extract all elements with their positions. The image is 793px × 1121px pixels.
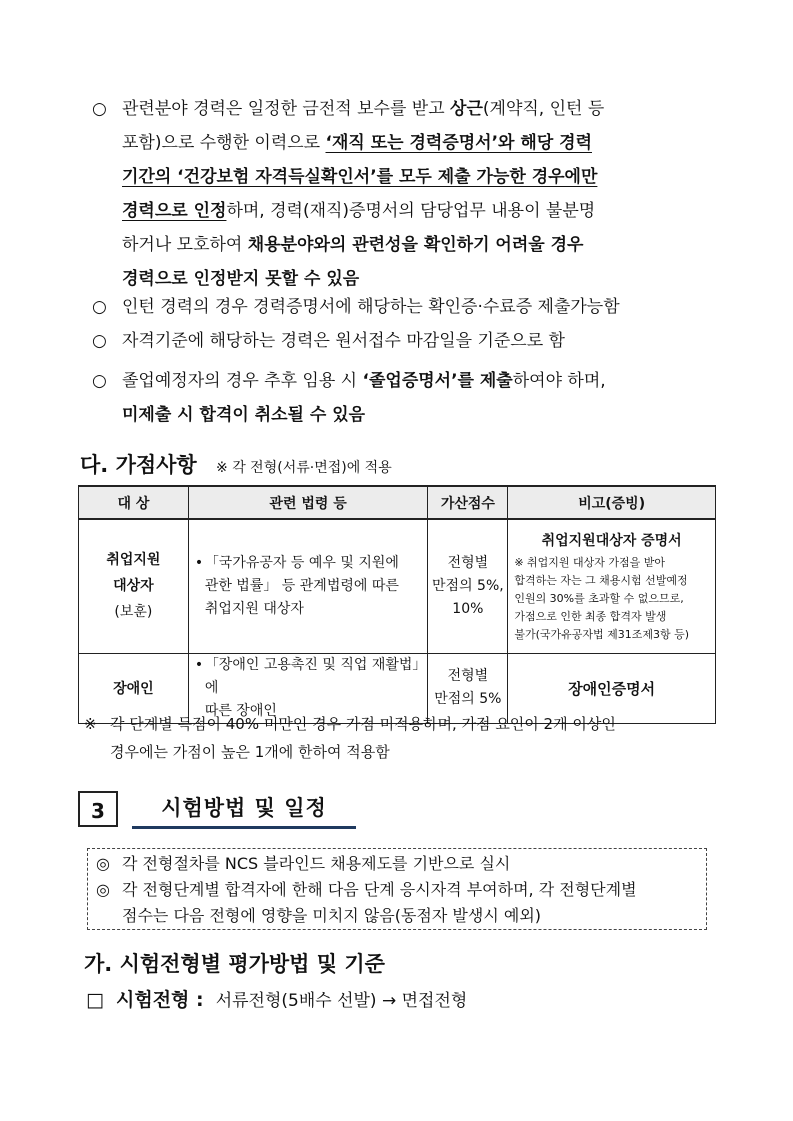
bullet-line [122, 398, 722, 432]
box-item [96, 877, 698, 929]
row2-target: 장애인 [79, 653, 189, 723]
circle-bullet-icon: ○ [92, 371, 107, 391]
footnote-line1: 각 단계별 득점이 40% 미만인 경우 가점 미적용하며, 가점 요인이 2개 이상인 [110, 715, 616, 733]
checkbox-square-icon: □ [86, 989, 104, 1011]
section-da-note: ※ 각 전형(서류·면접)에 적용 [216, 460, 392, 476]
row1-note [508, 519, 716, 653]
table-row [79, 519, 716, 653]
box-item1-text: 각 전형절차를 NCS 블라인드 채용제도를 기반으로 실시 [122, 854, 511, 873]
bold-text: 경력으로 인정 [122, 201, 227, 221]
row1-points [428, 519, 508, 653]
col-header-points: 가산점수 [428, 486, 508, 519]
row1-note-detail-5: 불가(국가유공자법 제31조제3항 등) [514, 628, 690, 642]
text-run: (계약직, 인턴 등 [482, 99, 605, 119]
row1-target-line2: 대상자 [113, 578, 154, 595]
text-run: 하거나 모호하여 [122, 235, 248, 255]
bullet-line [122, 324, 722, 358]
row1-law [188, 519, 428, 653]
bullet-line [122, 160, 722, 194]
text-run: 졸업예정자의 경우 추후 임용 시 [122, 371, 363, 391]
exam-info-box [87, 848, 707, 930]
exam-process-line [86, 985, 467, 1016]
row2-law-line2: 따른 장애인 [204, 702, 277, 719]
row1-points-line1: 전형별 [447, 554, 489, 571]
col-header-law: 관련 법령 등 [188, 486, 428, 519]
row1-note-detail-4: 가점으로 인한 최종 합격자 발생 [514, 610, 667, 624]
row2-note: 장애인증명서 [508, 653, 716, 723]
bullet-line [122, 364, 722, 398]
circle-bullet-icon: ○ [92, 297, 107, 317]
bullet-text [122, 92, 722, 296]
bold-text: 미제출 시 합격이 취소될 수 있음 [122, 405, 366, 425]
row1-note-title: 취업지원대상자 증명서 [541, 533, 682, 550]
table-footnote [84, 710, 724, 766]
text-run: 하며, 경력(재직)증명서의 담당업무 내용이 불분명 [226, 201, 596, 221]
row1-law-line3: 취업지원 대상자 [204, 600, 304, 617]
bullet-text [122, 364, 722, 432]
bonus-points-table [78, 485, 716, 724]
bullet-line [122, 92, 722, 126]
box-item [96, 851, 698, 877]
section-ga-title: 가. 시험전형별 평가방법 및 기준 [84, 952, 385, 976]
row1-note-detail-1: ※ 취업지원 대상자 가점을 받아 [514, 556, 666, 570]
footnote-line2: 경우에는 가점이 높은 1개에 한하여 적용함 [110, 743, 390, 761]
text-run: 관련분야 경력은 일정한 금전적 보수를 받고 [122, 99, 451, 119]
box-item2-line1: 각 전형단계별 합격자에 한해 다음 단계 응시자격 부여하며, 각 전형단계별 [122, 880, 637, 899]
row1-law-line2: 관한 법률」 등 관계법령에 따른 [204, 577, 399, 594]
row2-points-line1: 전형별 [447, 668, 489, 684]
row1-points-line2: 만점의 5%, [432, 577, 504, 594]
box-item2-mark: ◎ [96, 880, 110, 899]
bullet-text [122, 290, 722, 324]
bullet-line [122, 228, 722, 262]
text-run: 자격기준에 해당하는 경력은 원서접수 마감일을 기준으로 함 [122, 331, 565, 351]
col-header-target: 대 상 [79, 486, 189, 519]
row1-target [79, 519, 189, 653]
table-header-row [79, 486, 716, 519]
col-header-note: 비고(증빙) [508, 486, 716, 519]
bullet-line [122, 290, 722, 324]
row1-note-detail-3: 인원의 30%를 초과할 수 없으므로, [514, 592, 684, 606]
row1-law-line1: • 「국가유공자 등 예우 및 지원에 [195, 552, 424, 575]
bold-text: 채용분야와의 관련성을 확인하기 어려울 경우 [247, 235, 584, 255]
row1-target-line3: (보훈) [114, 604, 153, 621]
section-da-title: 다. 가점사항 [80, 453, 197, 477]
circle-bullet-icon: ○ [92, 99, 107, 119]
row2-law-line1: • 「장애인 고용촉진 및 직업 재활법」에 [195, 654, 424, 700]
bullet-item [92, 324, 722, 358]
bullet-item [92, 364, 722, 432]
text-run: 포함)으로 수행한 이력으로 [122, 133, 326, 153]
bullet-item [92, 92, 722, 296]
bold-text: ‘재직 또는 경력증명서’와 해당 경력 [325, 133, 592, 153]
box-item2-line2: 점수는 다음 전형에 영향을 미치지 않음(동점자 발생시 예외) [122, 906, 542, 925]
bold-text: ‘졸업증명서’를 제출 [362, 371, 513, 391]
bullet-line [122, 194, 722, 228]
section3-title: 시험방법 및 일정 [132, 789, 356, 829]
bullet-line [122, 126, 722, 160]
row1-target-line1: 취업지원 [106, 552, 161, 569]
exam-label: 시험전형 : [116, 989, 204, 1011]
section-da-heading [80, 449, 392, 479]
section3-number: 3 [78, 791, 118, 827]
bold-text: 기간의 ‘건강보험 자격득실확인서’를 모두 제출 가능한 경우에만 [122, 167, 598, 187]
text-run: 인턴 경력의 경우 경력증명서에 해당하는 확인증·수료증 제출가능함 [122, 297, 620, 317]
row1-note-detail-2: 합격하는 자는 그 채용시험 선발예정 [514, 574, 688, 588]
exam-value: 서류전형(5배수 선발) → 면접전형 [215, 991, 468, 1011]
circle-bullet-icon: ○ [92, 331, 107, 351]
box-item1-mark: ◎ [96, 854, 110, 873]
row2-points-line2: 만점의 5% [434, 691, 502, 707]
footnote-mark: ※ [84, 715, 97, 733]
row1-points-line3: 10% [452, 600, 484, 617]
bullet-item [92, 290, 722, 324]
text-run: 하여야 하며, [512, 371, 606, 391]
bold-text: 상근 [450, 99, 483, 119]
bullet-text [122, 324, 722, 358]
bold-text: 경력으로 인정받지 못할 수 있음 [122, 269, 360, 289]
